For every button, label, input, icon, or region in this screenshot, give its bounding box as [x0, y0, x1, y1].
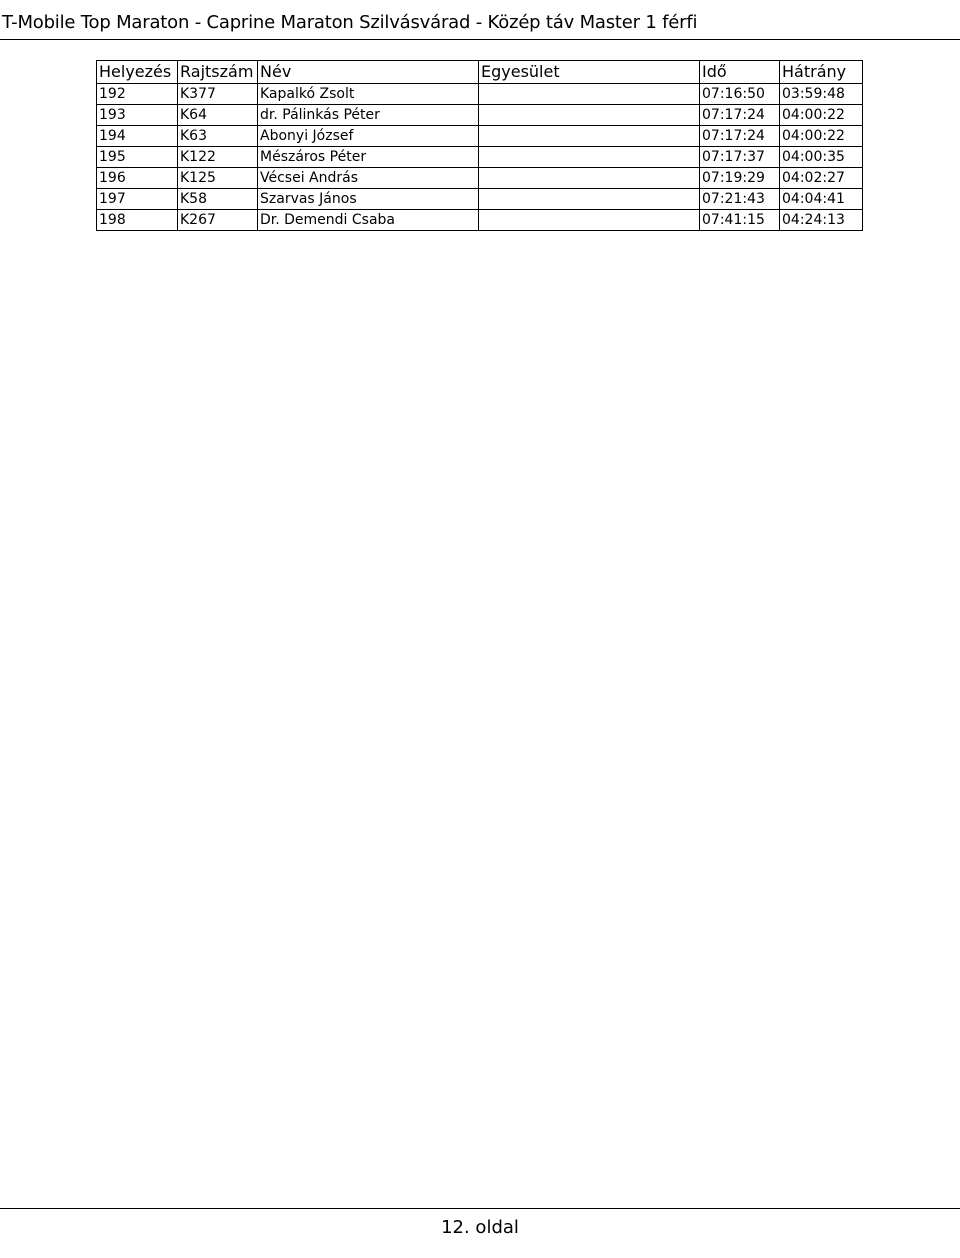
cell-bib: K122	[178, 147, 258, 168]
footer-divider	[0, 1208, 960, 1209]
header-divider	[0, 39, 960, 40]
cell-position: 198	[97, 210, 178, 231]
header-bib: Rajtszám	[178, 61, 258, 84]
cell-gap: 04:04:41	[780, 189, 863, 210]
cell-gap: 04:00:35	[780, 147, 863, 168]
cell-club	[479, 168, 700, 189]
table-header-row	[97, 61, 863, 84]
cell-club	[479, 189, 700, 210]
cell-bib: K64	[178, 105, 258, 126]
cell-gap: 04:00:22	[780, 126, 863, 147]
cell-gap: 04:24:13	[780, 210, 863, 231]
cell-position: 194	[97, 126, 178, 147]
cell-gap: 04:02:27	[780, 168, 863, 189]
cell-club	[479, 210, 700, 231]
cell-club	[479, 147, 700, 168]
header-gap: Hátrány	[780, 61, 863, 84]
page-number: 12. oldal	[441, 1217, 519, 1238]
table-row	[97, 84, 863, 105]
header-name: Név	[258, 61, 479, 84]
cell-club	[479, 105, 700, 126]
header-time: Idő	[700, 61, 780, 84]
cell-position: 196	[97, 168, 178, 189]
header-club: Egyesület	[479, 61, 700, 84]
cell-time: 07:41:15	[700, 210, 780, 231]
table-row	[97, 147, 863, 168]
table-row	[97, 105, 863, 126]
page-title: T-Mobile Top Maraton - Caprine Maraton Szilvásvárad - Közép táv Master 1 férfi	[2, 12, 698, 33]
cell-bib: K267	[178, 210, 258, 231]
cell-gap: 04:00:22	[780, 105, 863, 126]
cell-name: Mészáros Péter	[258, 147, 479, 168]
cell-position: 195	[97, 147, 178, 168]
cell-time: 07:16:50	[700, 84, 780, 105]
cell-position: 197	[97, 189, 178, 210]
cell-time: 07:17:37	[700, 147, 780, 168]
table-row	[97, 126, 863, 147]
cell-bib: K377	[178, 84, 258, 105]
cell-position: 193	[97, 105, 178, 126]
cell-time: 07:17:24	[700, 105, 780, 126]
cell-name: dr. Pálinkás Péter	[258, 105, 479, 126]
table-row	[97, 168, 863, 189]
cell-name: Kapalkó Zsolt	[258, 84, 479, 105]
cell-name: Szarvas János	[258, 189, 479, 210]
cell-position: 192	[97, 84, 178, 105]
cell-time: 07:17:24	[700, 126, 780, 147]
cell-name: Vécsei András	[258, 168, 479, 189]
cell-name: Abonyi József	[258, 126, 479, 147]
cell-bib: K58	[178, 189, 258, 210]
cell-bib: K125	[178, 168, 258, 189]
table-row	[97, 210, 863, 231]
cell-name: Dr. Demendi Csaba	[258, 210, 479, 231]
cell-gap: 03:59:48	[780, 84, 863, 105]
cell-club	[479, 126, 700, 147]
cell-time: 07:19:29	[700, 168, 780, 189]
cell-bib: K63	[178, 126, 258, 147]
header-position: Helyezés	[97, 61, 178, 84]
cell-time: 07:21:43	[700, 189, 780, 210]
results-table	[96, 60, 863, 231]
table-row	[97, 189, 863, 210]
cell-club	[479, 84, 700, 105]
